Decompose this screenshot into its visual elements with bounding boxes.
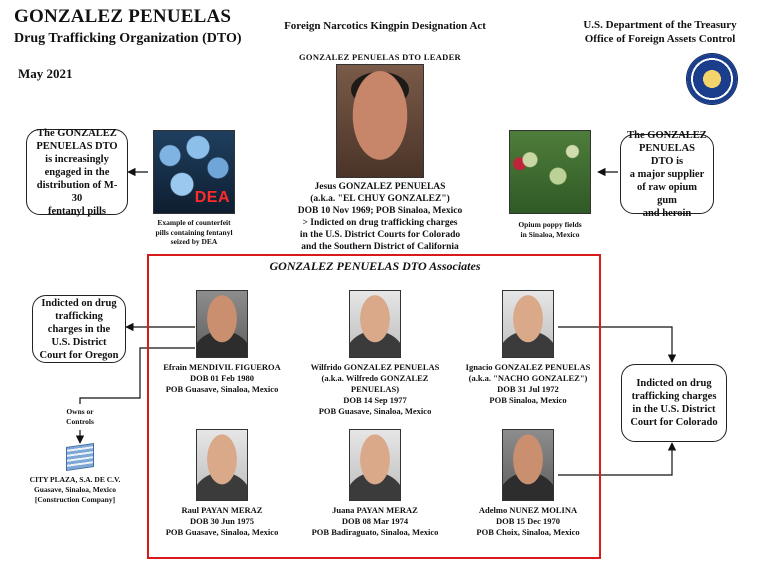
note-line: PENUELAS DTO xyxy=(36,140,118,152)
note-line: engaged in the xyxy=(44,166,110,178)
caption-line: Opium poppy fields xyxy=(518,220,582,229)
building-icon xyxy=(66,443,94,471)
associate-pob: POB Choix, Sinaloa, Mexico xyxy=(476,527,580,537)
note-line: trafficking xyxy=(55,310,103,322)
associate-pob: POB Guasave, Sinaloa, Mexico xyxy=(165,384,279,394)
associate-name: Raul PAYAN MERAZ xyxy=(181,505,263,515)
associate-dob: DOB 08 Mar 1974 xyxy=(341,516,409,526)
leader-line: > Indicted on drug trafficking charges xyxy=(302,218,458,228)
fentanyl-pills-photo xyxy=(153,130,235,214)
note-line: a major supplier xyxy=(629,168,705,180)
page-subtitle: Drug Trafficking Organization (DTO) xyxy=(14,31,242,46)
associate-name: Adelmo NUNEZ MOLINA xyxy=(478,505,578,515)
associate-dob: DOB 15 Dec 1970 xyxy=(496,516,560,526)
poppy-caption xyxy=(500,220,600,239)
associates-title: GONZALEZ PENUELAS DTO Associates xyxy=(269,259,481,273)
oregon-indictment-note xyxy=(32,295,126,363)
leader-line: in the U.S. District Courts for Colorado xyxy=(299,230,461,240)
associate-aka: (a.k.a. Wilfredo GONZALEZ PENUELAS) xyxy=(321,373,429,394)
date-label: May 2021 xyxy=(18,66,73,81)
note-line: trafficking charges xyxy=(631,391,717,402)
associate-info xyxy=(298,362,452,417)
associate-info xyxy=(160,505,284,538)
note-line: distribution of M-30 xyxy=(36,179,118,204)
company-info xyxy=(20,475,130,505)
associate-photo xyxy=(349,290,401,358)
leader-heading: GONZALEZ PENUELAS DTO LEADER xyxy=(299,52,461,62)
caption-line: seized by DEA xyxy=(170,237,218,246)
act-title: Foreign Narcotics Kingpin Designation Act xyxy=(284,20,486,32)
note-line: PENUELAS DTO is xyxy=(638,142,695,167)
agency-line-1: U.S. Department of the Treasury xyxy=(583,19,737,31)
associate-aka: (a.k.a. "NACHO GONZALEZ") xyxy=(468,373,588,383)
dea-badge: DEA xyxy=(194,189,230,206)
associate-info xyxy=(466,505,590,538)
associate-info xyxy=(303,505,447,538)
associate-photo xyxy=(196,429,248,501)
note-line: Indicted on drug xyxy=(41,297,117,309)
associate-dob: DOB 14 Sep 1977 xyxy=(343,395,407,405)
associate-dob: DOB 01 Feb 1980 xyxy=(190,373,254,383)
associate-pob: POB Guasave, Sinaloa, Mexico xyxy=(318,406,432,416)
fentanyl-note xyxy=(26,129,128,215)
note-line: is increasingly xyxy=(45,153,109,165)
owns-line: Owns or xyxy=(66,407,94,416)
leader-line: Jesus GONZALEZ PENUELAS xyxy=(314,182,446,192)
associate-photo xyxy=(196,290,248,358)
note-line: Court for Oregon xyxy=(39,349,119,361)
leader-photo xyxy=(336,64,424,178)
leader-line: DOB 10 Nov 1969; POB Sinaloa, Mexico xyxy=(297,206,463,216)
page-title: GONZALEZ PENUELAS xyxy=(14,6,232,27)
associate-name: Ignacio GONZALEZ PENUELAS xyxy=(465,362,591,372)
opium-note xyxy=(620,129,714,219)
caption-line: pills containing fentanyl xyxy=(155,227,233,237)
note-line: and heroin xyxy=(642,207,692,219)
associate-photo xyxy=(502,290,554,358)
caption-line: in Sinaloa, Mexico xyxy=(520,229,580,239)
note-line: U.S. District xyxy=(51,336,107,348)
associate-pob: POB Sinaloa, Mexico xyxy=(489,395,567,405)
caption-line: Example of counterfeit xyxy=(157,218,231,227)
associate-dob: DOB 30 Jun 1975 xyxy=(190,516,254,526)
company-name: CITY PLAZA, S.A. DE C.V. xyxy=(29,475,121,484)
leader-line: and the Southern District of California xyxy=(301,242,459,252)
note-line: Indicted on drug xyxy=(636,378,712,389)
note-line: The GONZALEZ xyxy=(627,129,707,141)
associate-dob: DOB 31 Jul 1972 xyxy=(497,384,559,394)
note-line: of raw opium gum xyxy=(636,181,698,206)
agency-block xyxy=(560,18,760,46)
associate-info xyxy=(460,362,596,406)
associate-pob: POB Guasave, Sinaloa, Mexico xyxy=(165,527,279,537)
company-location: Guasave, Sinaloa, Mexico xyxy=(33,485,117,494)
pills-caption xyxy=(140,218,248,247)
note-line: Court for Colorado xyxy=(630,417,718,428)
note-line: The GONZALEZ xyxy=(37,127,117,139)
treasury-seal-icon xyxy=(687,54,737,104)
associate-name: Wilfrido GONZALEZ PENUELAS xyxy=(310,362,440,372)
owns-label xyxy=(58,407,102,427)
associate-photo xyxy=(349,429,401,501)
colorado-indictment-note xyxy=(621,364,727,442)
associate-name: Efrain MENDIVIL FIGUEROA xyxy=(163,362,281,372)
poppy-fields-photo xyxy=(509,130,591,214)
note-line: in the U.S. District xyxy=(632,404,716,415)
owns-line: Controls xyxy=(66,417,94,426)
note-line: charges in the xyxy=(47,323,111,335)
company-type: [Construction Company] xyxy=(34,495,116,504)
associate-name: Juana PAYAN MERAZ xyxy=(332,505,418,515)
associate-photo xyxy=(502,429,554,501)
agency-line-2: Office of Foreign Assets Control xyxy=(584,33,736,45)
associate-info xyxy=(160,362,284,395)
leader-line: (a.k.a. "EL CHUY GONZALEZ") xyxy=(310,194,450,204)
associate-pob: POB Badiraguato, Sinaloa, Mexico xyxy=(311,527,439,537)
leader-info xyxy=(250,181,510,253)
note-line: fentanyl pills xyxy=(47,205,107,217)
